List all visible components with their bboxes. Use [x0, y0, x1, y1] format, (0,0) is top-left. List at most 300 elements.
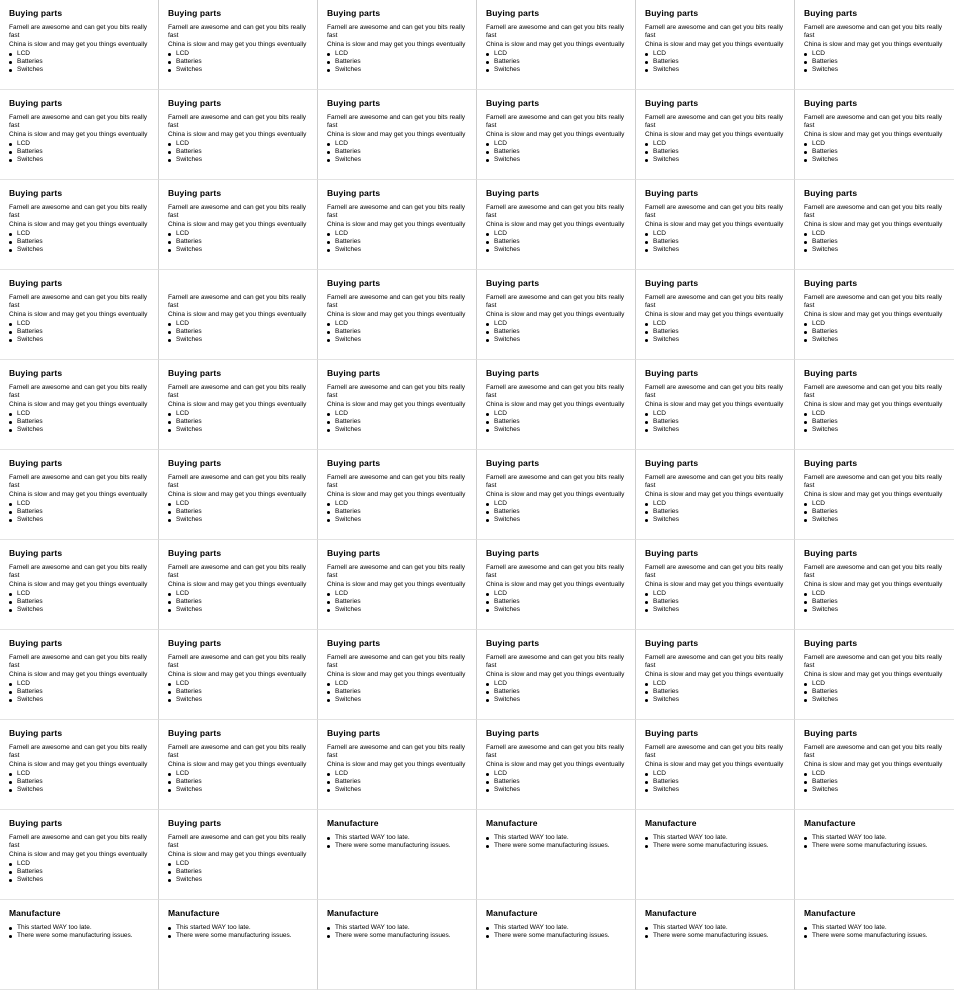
- bullet-icon: [804, 151, 807, 154]
- list-item-label: Switches: [335, 156, 362, 163]
- slide-title: Buying parts: [645, 368, 699, 378]
- list-item: [645, 246, 788, 254]
- list-item: [486, 508, 629, 516]
- slide-title-spacer: [168, 278, 311, 294]
- slide-text: Farnell are awesome and can get you bits really fast: [168, 114, 307, 129]
- slide-title: Buying parts: [486, 188, 540, 198]
- bullet-list: [645, 834, 788, 850]
- bullet-icon: [804, 323, 807, 326]
- list-item-label: LCD: [812, 770, 826, 777]
- slide-card[interactable]: [477, 810, 636, 900]
- list-item: [804, 50, 948, 58]
- bullet-icon: [804, 691, 807, 694]
- list-item: [327, 932, 470, 940]
- list-item: [804, 606, 948, 614]
- list-item: [168, 770, 311, 778]
- bullet-icon: [168, 519, 171, 522]
- slide-card[interactable]: [636, 450, 795, 540]
- slide-card[interactable]: [0, 90, 159, 180]
- slide-card[interactable]: [0, 630, 159, 720]
- list-item-label: LCD: [176, 500, 190, 507]
- slide-card[interactable]: [795, 720, 954, 810]
- bullet-icon: [168, 781, 171, 784]
- list-item-label: LCD: [176, 230, 190, 237]
- slide-card[interactable]: [477, 360, 636, 450]
- bullet-icon: [804, 53, 807, 56]
- slide-title: Buying parts: [9, 368, 63, 378]
- slide-card[interactable]: [159, 720, 318, 810]
- slide-title: Manufacture: [9, 908, 61, 918]
- bullet-icon: [327, 151, 330, 154]
- bullet-list: [804, 590, 948, 614]
- list-item-label: Batteries: [653, 58, 679, 65]
- list-item-label: Batteries: [494, 418, 520, 425]
- list-item: [168, 246, 311, 254]
- list-item: [486, 516, 629, 524]
- slide-title: Buying parts: [168, 458, 222, 468]
- list-item-label: This started WAY too late.: [653, 924, 728, 931]
- slide-text: Farnell are awesome and can get you bits really fast: [327, 564, 466, 579]
- bullet-icon: [9, 789, 12, 792]
- list-item-label: Batteries: [653, 598, 679, 605]
- slide-card[interactable]: [0, 900, 159, 990]
- slide-card[interactable]: [477, 540, 636, 630]
- bullet-icon: [645, 935, 648, 938]
- slide-card[interactable]: [159, 90, 318, 180]
- slide-text: China is slow and may get you things eventually: [9, 761, 148, 768]
- bullet-icon: [645, 789, 648, 792]
- bullet-icon: [645, 159, 648, 162]
- list-item: [804, 598, 948, 606]
- bullet-list: [9, 320, 152, 344]
- list-item-label: LCD: [812, 320, 826, 327]
- slide-card[interactable]: [636, 90, 795, 180]
- slide-card[interactable]: [318, 180, 477, 270]
- slide-text: Farnell are awesome and can get you bits really fast: [804, 744, 943, 759]
- slide-card[interactable]: [477, 0, 636, 90]
- bullet-list: [168, 50, 311, 74]
- bullet-icon: [327, 927, 330, 930]
- slide-text: China is slow and may get you things eventually: [645, 581, 784, 588]
- list-item: [168, 238, 311, 246]
- slide-card[interactable]: [477, 450, 636, 540]
- slide-text: Farnell are awesome and can get you bits really fast: [645, 744, 784, 759]
- bullet-icon: [9, 609, 12, 612]
- list-item: [645, 508, 788, 516]
- list-item: [804, 924, 948, 932]
- list-item-label: LCD: [812, 50, 826, 57]
- slide-card[interactable]: [636, 180, 795, 270]
- slide-card[interactable]: [159, 450, 318, 540]
- list-item-label: Switches: [176, 606, 203, 613]
- bullet-icon: [327, 249, 330, 252]
- slide-title: Buying parts: [168, 98, 222, 108]
- list-item-label: Batteries: [335, 508, 361, 515]
- slide-card[interactable]: [795, 360, 954, 450]
- bullet-list: [327, 50, 470, 74]
- slide-text: Farnell are awesome and can get you bits really fast: [804, 114, 943, 129]
- list-item-label: Batteries: [17, 148, 43, 155]
- slide-card[interactable]: [159, 180, 318, 270]
- slide-title: Buying parts: [327, 638, 381, 648]
- list-item: [327, 328, 470, 336]
- slide-card[interactable]: [318, 90, 477, 180]
- bullet-list: [9, 410, 152, 434]
- slide-card[interactable]: [636, 540, 795, 630]
- slide-card[interactable]: [159, 0, 318, 90]
- list-item: [327, 688, 470, 696]
- bullet-icon: [327, 413, 330, 416]
- slide-text: Farnell are awesome and can get you bits really fast: [168, 834, 307, 849]
- slide-text: China is slow and may get you things eventually: [486, 131, 625, 138]
- bullet-icon: [327, 845, 330, 848]
- list-item-label: Batteries: [335, 418, 361, 425]
- slide-card[interactable]: [636, 0, 795, 90]
- slide-text: Farnell are awesome and can get you bits really fast: [486, 24, 625, 39]
- bullet-icon: [804, 609, 807, 612]
- list-item-label: Switches: [653, 246, 680, 253]
- slide-card[interactable]: [795, 450, 954, 540]
- slide-card[interactable]: [318, 900, 477, 990]
- list-item: [645, 606, 788, 614]
- list-item-label: Batteries: [812, 328, 838, 335]
- slide-card[interactable]: [159, 900, 318, 990]
- slide-card[interactable]: [636, 270, 795, 360]
- bullet-icon: [168, 927, 171, 930]
- list-item: [645, 50, 788, 58]
- list-item-label: There were some manufacturing issues.: [176, 932, 292, 939]
- bullet-icon: [486, 781, 489, 784]
- slide-text: China is slow and may get you things eventually: [327, 221, 466, 228]
- slide-card[interactable]: [636, 720, 795, 810]
- slide-text: Farnell are awesome and can get you bits really fast: [9, 564, 148, 579]
- list-item-label: LCD: [494, 50, 508, 57]
- list-item-label: There were some manufacturing issues.: [494, 932, 610, 939]
- bullet-list: [804, 50, 948, 74]
- list-item-label: Switches: [17, 336, 44, 343]
- bullet-icon: [804, 331, 807, 334]
- bullet-icon: [168, 511, 171, 514]
- slide-title: Manufacture: [486, 908, 538, 918]
- slide-card[interactable]: [159, 630, 318, 720]
- slide-text: China is slow and may get you things eventually: [645, 41, 784, 48]
- slide-text: China is slow and may get you things eventually: [804, 221, 943, 228]
- slide-title: Buying parts: [486, 8, 540, 18]
- bullet-list: [804, 410, 948, 434]
- list-item: [486, 606, 629, 614]
- bullet-icon: [9, 593, 12, 596]
- bullet-icon: [804, 69, 807, 72]
- slide-text: China is slow and may get you things eventually: [327, 671, 466, 678]
- list-item: [9, 246, 152, 254]
- list-item: [486, 924, 629, 932]
- bullet-icon: [645, 429, 648, 432]
- bullet-icon: [486, 331, 489, 334]
- slide-card[interactable]: [159, 360, 318, 450]
- slide-title: Buying parts: [168, 368, 222, 378]
- slide-card[interactable]: [795, 540, 954, 630]
- bullet-icon: [9, 601, 12, 604]
- slide-card[interactable]: [318, 450, 477, 540]
- bullet-list: [645, 320, 788, 344]
- slide-card[interactable]: [636, 810, 795, 900]
- list-item: [804, 786, 948, 794]
- slide-text: Farnell are awesome and can get you bits really fast: [804, 24, 943, 39]
- slide-card[interactable]: [795, 900, 954, 990]
- bullet-list: [327, 924, 470, 940]
- list-item-label: Batteries: [812, 688, 838, 695]
- slide-card[interactable]: [318, 810, 477, 900]
- list-item-label: Switches: [812, 696, 839, 703]
- slide-card[interactable]: [0, 810, 159, 900]
- slide-title: Buying parts: [327, 728, 381, 738]
- slide-text: China is slow and may get you things eventually: [9, 311, 148, 318]
- bullet-list: [804, 140, 948, 164]
- slide-text: China is slow and may get you things eventually: [645, 131, 784, 138]
- list-item-label: Switches: [494, 696, 521, 703]
- slide-card[interactable]: [477, 270, 636, 360]
- list-item-label: Switches: [17, 426, 44, 433]
- list-item: [645, 842, 788, 850]
- list-item: [645, 696, 788, 704]
- bullet-icon: [168, 683, 171, 686]
- slide-card[interactable]: [0, 450, 159, 540]
- bullet-icon: [486, 233, 489, 236]
- slide-card[interactable]: [0, 360, 159, 450]
- bullet-icon: [486, 413, 489, 416]
- slide-card[interactable]: [477, 90, 636, 180]
- list-item-label: This started WAY too late.: [335, 834, 410, 841]
- list-item: [486, 932, 629, 940]
- slide-text: Farnell are awesome and can get you bits really fast: [486, 294, 625, 309]
- list-item: [327, 842, 470, 850]
- list-item: [645, 688, 788, 696]
- list-item: [168, 410, 311, 418]
- list-item-label: Switches: [653, 516, 680, 523]
- slide-card[interactable]: [0, 0, 159, 90]
- bullet-icon: [327, 241, 330, 244]
- slide-text: Farnell are awesome and can get you bits really fast: [327, 114, 466, 129]
- list-item: [645, 328, 788, 336]
- list-item-label: LCD: [653, 50, 667, 57]
- bullet-icon: [804, 143, 807, 146]
- slide-text: China is slow and may get you things eventually: [486, 581, 625, 588]
- bullet-list: [168, 140, 311, 164]
- list-item-label: LCD: [17, 50, 31, 57]
- bullet-icon: [804, 845, 807, 848]
- slide-text: China is slow and may get you things eventually: [804, 491, 943, 498]
- slide-title: Buying parts: [645, 638, 699, 648]
- slide-card[interactable]: [477, 180, 636, 270]
- slide-card[interactable]: [477, 630, 636, 720]
- list-item: [645, 590, 788, 598]
- slide-title: Buying parts: [645, 548, 699, 558]
- list-item-label: Switches: [176, 876, 203, 883]
- slide-card[interactable]: [0, 270, 159, 360]
- slide-text: China is slow and may get you things eventually: [804, 131, 943, 138]
- slide-card[interactable]: [477, 720, 636, 810]
- list-item: [9, 876, 152, 884]
- slide-text: Farnell are awesome and can get you bits really fast: [9, 24, 148, 39]
- list-item: [804, 842, 948, 850]
- list-item-label: LCD: [17, 680, 31, 687]
- slide-card[interactable]: [318, 540, 477, 630]
- slide-card[interactable]: [795, 810, 954, 900]
- bullet-icon: [168, 53, 171, 56]
- list-item-label: Batteries: [653, 238, 679, 245]
- slide-card[interactable]: [795, 270, 954, 360]
- list-item-label: There were some manufacturing issues.: [653, 842, 769, 849]
- slide-title: Buying parts: [9, 818, 63, 828]
- bullet-icon: [327, 69, 330, 72]
- bullet-icon: [327, 773, 330, 776]
- bullet-icon: [327, 519, 330, 522]
- list-item-label: Switches: [653, 786, 680, 793]
- bullet-icon: [168, 609, 171, 612]
- list-item: [9, 508, 152, 516]
- slide-card[interactable]: [159, 540, 318, 630]
- slide-card[interactable]: [636, 360, 795, 450]
- slide-card[interactable]: [795, 180, 954, 270]
- bullet-list: [486, 680, 629, 704]
- bullet-icon: [327, 683, 330, 686]
- bullet-icon: [486, 53, 489, 56]
- bullet-icon: [645, 331, 648, 334]
- slide-card[interactable]: [318, 720, 477, 810]
- slide-card[interactable]: [795, 0, 954, 90]
- list-item-label: LCD: [17, 230, 31, 237]
- bullet-icon: [804, 927, 807, 930]
- slide-text: Farnell are awesome and can get you bits really fast: [327, 474, 466, 489]
- list-item-label: Switches: [494, 606, 521, 613]
- slide-card[interactable]: [795, 90, 954, 180]
- list-item-label: There were some manufacturing issues.: [812, 842, 928, 849]
- list-item: [327, 426, 470, 434]
- list-item-label: There were some manufacturing issues.: [335, 932, 451, 939]
- bullet-icon: [168, 421, 171, 424]
- list-item: [486, 590, 629, 598]
- bullet-list: [168, 590, 311, 614]
- slide-title: Manufacture: [804, 818, 856, 828]
- slide-title: Buying parts: [645, 8, 699, 18]
- slide-text: Farnell are awesome and can get you bits really fast: [168, 24, 307, 39]
- list-item-label: LCD: [335, 410, 349, 417]
- list-item: [168, 58, 311, 66]
- bullet-icon: [486, 789, 489, 792]
- slide-card[interactable]: [636, 900, 795, 990]
- slide-card[interactable]: [0, 180, 159, 270]
- list-item: [9, 66, 152, 74]
- bullet-icon: [168, 233, 171, 236]
- list-item: [645, 140, 788, 148]
- list-item-label: Batteries: [335, 598, 361, 605]
- bullet-icon: [9, 69, 12, 72]
- list-item: [327, 606, 470, 614]
- bullet-icon: [168, 863, 171, 866]
- bullet-list: [327, 230, 470, 254]
- list-item: [168, 50, 311, 58]
- slide-title: Buying parts: [486, 548, 540, 558]
- slide-card[interactable]: [159, 270, 318, 360]
- slide-text: Farnell are awesome and can get you bits really fast: [327, 24, 466, 39]
- slide-card[interactable]: [318, 360, 477, 450]
- slide-text: China is slow and may get you things eventually: [9, 131, 148, 138]
- slide-text: China is slow and may get you things eventually: [486, 761, 625, 768]
- bullet-icon: [645, 143, 648, 146]
- list-item: [804, 418, 948, 426]
- slide-card[interactable]: [477, 900, 636, 990]
- list-item-label: Switches: [494, 426, 521, 433]
- slide-text: Farnell are awesome and can get you bits really fast: [168, 384, 307, 399]
- list-item: [486, 336, 629, 344]
- slide-text: China is slow and may get you things eventually: [168, 401, 307, 408]
- slide-card[interactable]: [318, 0, 477, 90]
- list-item: [9, 688, 152, 696]
- list-item-label: Switches: [176, 516, 203, 523]
- list-item-label: There were some manufacturing issues.: [812, 932, 928, 939]
- slide-title: Buying parts: [168, 728, 222, 738]
- slide-text: China is slow and may get you things eventually: [327, 311, 466, 318]
- slide-text: China is slow and may get you things eventually: [645, 311, 784, 318]
- slide-card[interactable]: [159, 810, 318, 900]
- bullet-list: [168, 860, 311, 884]
- bullet-icon: [9, 233, 12, 236]
- bullet-icon: [645, 503, 648, 506]
- slide-card[interactable]: [0, 540, 159, 630]
- slide-card[interactable]: [0, 720, 159, 810]
- list-item-label: LCD: [335, 50, 349, 57]
- list-item-label: Batteries: [176, 868, 202, 875]
- list-item: [168, 598, 311, 606]
- slide-text: China is slow and may get you things eventually: [645, 761, 784, 768]
- slide-text: Farnell are awesome and can get you bits really fast: [327, 744, 466, 759]
- bullet-icon: [486, 61, 489, 64]
- list-item-label: Switches: [653, 336, 680, 343]
- bullet-icon: [168, 339, 171, 342]
- bullet-icon: [9, 143, 12, 146]
- slide-card[interactable]: [318, 270, 477, 360]
- list-item-label: Batteries: [494, 238, 520, 245]
- list-item-label: This started WAY too late.: [335, 924, 410, 931]
- list-item-label: Switches: [17, 246, 44, 253]
- list-item-label: Batteries: [494, 598, 520, 605]
- bullet-icon: [486, 151, 489, 154]
- slide-text: Farnell are awesome and can get you bits really fast: [9, 744, 148, 759]
- slide-card[interactable]: [318, 630, 477, 720]
- slide-title: Buying parts: [168, 818, 222, 828]
- list-item-label: This started WAY too late.: [494, 924, 569, 931]
- bullet-list: [9, 680, 152, 704]
- bullet-icon: [486, 519, 489, 522]
- bullet-icon: [168, 699, 171, 702]
- list-item-label: Batteries: [17, 238, 43, 245]
- list-item: [9, 500, 152, 508]
- slide-text: China is slow and may get you things eventually: [486, 41, 625, 48]
- bullet-icon: [804, 233, 807, 236]
- list-item-label: LCD: [17, 590, 31, 597]
- list-item-label: Batteries: [812, 508, 838, 515]
- slide-card[interactable]: [795, 630, 954, 720]
- bullet-icon: [168, 503, 171, 506]
- slide-text: China is slow and may get you things eventually: [804, 401, 943, 408]
- bullet-icon: [486, 773, 489, 776]
- list-item-label: This started WAY too late.: [812, 834, 887, 841]
- list-item: [9, 156, 152, 164]
- list-item-label: Batteries: [494, 148, 520, 155]
- slide-text: China is slow and may get you things eventually: [645, 491, 784, 498]
- slide-card[interactable]: [636, 630, 795, 720]
- bullet-icon: [327, 691, 330, 694]
